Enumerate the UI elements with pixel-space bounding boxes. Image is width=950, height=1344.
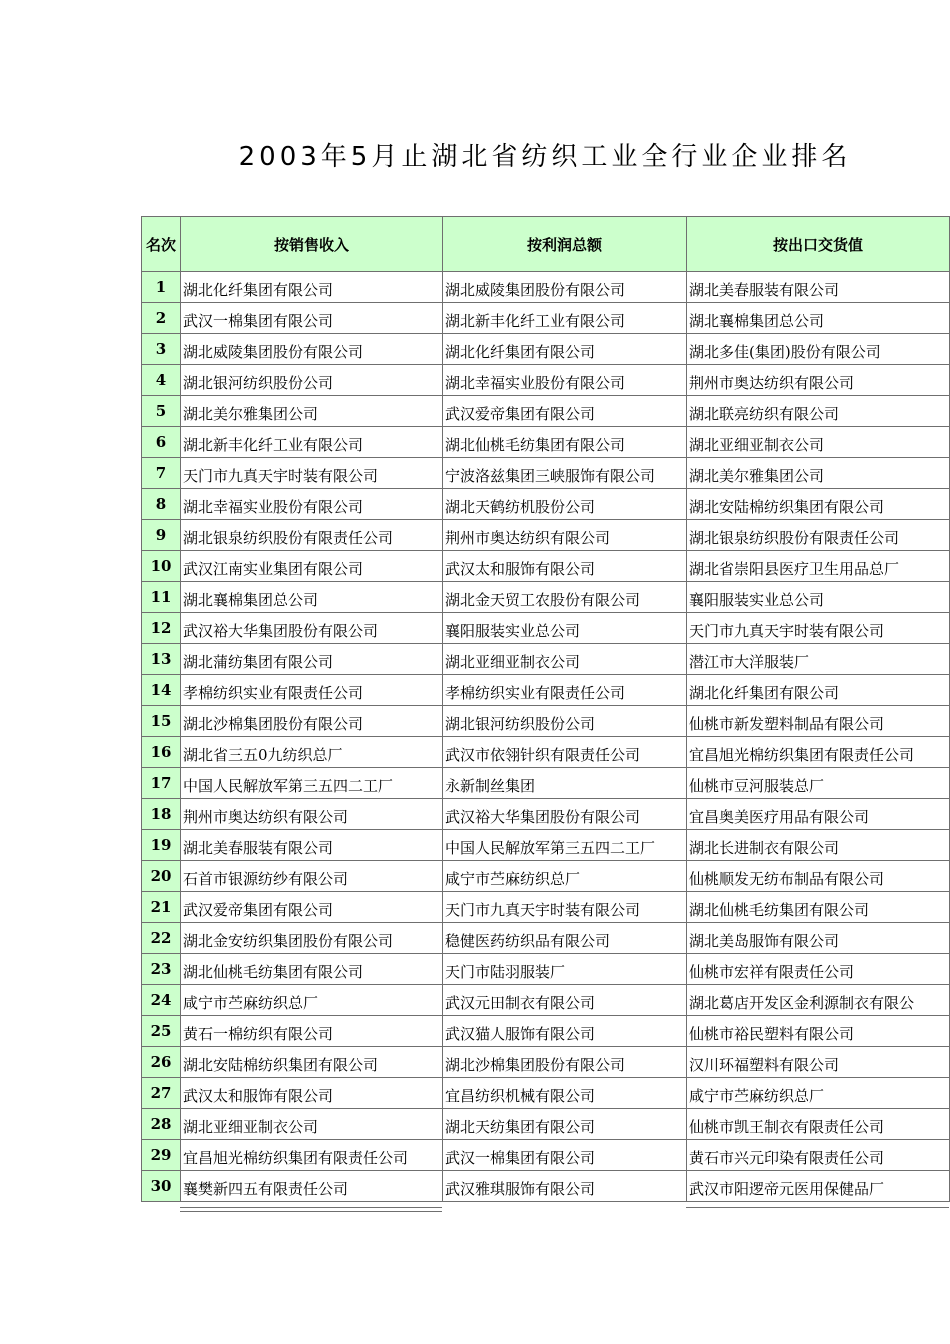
- profit-company-cell: 武汉猫人服饰有限公司: [443, 1016, 687, 1047]
- export-company-cell: 仙桃市豆河服装总厂: [687, 768, 950, 799]
- sales-company-cell: 武汉爱帝集团有限公司: [181, 892, 443, 923]
- double-underline-sales: [180, 1207, 442, 1212]
- table-row: [142, 706, 950, 737]
- profit-company-cell: 湖北天纺集团有限公司: [443, 1109, 687, 1140]
- sales-company-cell: 湖北银河纺织股份公司: [181, 365, 443, 396]
- table-row: [142, 365, 950, 396]
- export-company-cell: 湖北葛店开发区金利源制衣有限公: [687, 985, 950, 1016]
- rank-number: 1: [142, 272, 181, 303]
- sales-company-cell: 天门市九真天宇时装有限公司: [181, 458, 443, 489]
- profit-company-cell: 湖北天鹤纺机股份公司: [443, 489, 687, 520]
- table-row: [142, 489, 950, 520]
- export-company-cell: 潜江市大洋服装厂: [687, 644, 950, 675]
- rank-number: 13: [142, 644, 181, 675]
- sales-company-cell: 湖北襄棉集团总公司: [181, 582, 443, 613]
- profit-company-cell: 湖北威陵集团股份有限公司: [443, 272, 687, 303]
- export-company-cell: 仙桃市新发塑料制品有限公司: [687, 706, 950, 737]
- table-row: [142, 644, 950, 675]
- table-row: [142, 892, 950, 923]
- sales-company-cell: 湖北仙桃毛纺集团有限公司: [181, 954, 443, 985]
- export-company-cell: 湖北银泉纺织股份有限责任公司: [687, 520, 950, 551]
- rank-number: 29: [142, 1140, 181, 1171]
- sales-company-cell: 湖北沙棉集团股份有限公司: [181, 706, 443, 737]
- header-by-sales: 按销售收入: [181, 217, 443, 272]
- table-row: [142, 1047, 950, 1078]
- profit-company-cell: 湖北化纤集团有限公司: [443, 334, 687, 365]
- export-company-cell: 咸宁市苎麻纺织总厂: [687, 1078, 950, 1109]
- sales-company-cell: 咸宁市苎麻纺织总厂: [181, 985, 443, 1016]
- rank-number: 27: [142, 1078, 181, 1109]
- sales-company-cell: 武汉江南实业集团有限公司: [181, 551, 443, 582]
- sales-company-cell: 湖北威陵集团股份有限公司: [181, 334, 443, 365]
- rank-number: 21: [142, 892, 181, 923]
- sales-company-cell: 湖北蒲纺集团有限公司: [181, 644, 443, 675]
- profit-company-cell: 武汉元田制衣有限公司: [443, 985, 687, 1016]
- rank-number: 25: [142, 1016, 181, 1047]
- profit-company-cell: 稳健医药纺织品有限公司: [443, 923, 687, 954]
- table-row: [142, 985, 950, 1016]
- profit-company-cell: 襄阳服装实业总公司: [443, 613, 687, 644]
- profit-company-cell: 湖北亚细亚制衣公司: [443, 644, 687, 675]
- export-company-cell: 宜昌奥美医疗用品有限公司: [687, 799, 950, 830]
- sales-company-cell: 武汉裕大华集团股份有限公司: [181, 613, 443, 644]
- export-company-cell: 黄石市兴元印染有限责任公司: [687, 1140, 950, 1171]
- export-company-cell: 仙桃市凯王制衣有限责任公司: [687, 1109, 950, 1140]
- sales-company-cell: 石首市银源纺纱有限公司: [181, 861, 443, 892]
- profit-company-cell: 荆州市奥达纺织有限公司: [443, 520, 687, 551]
- profit-company-cell: 天门市陆羽服装厂: [443, 954, 687, 985]
- table-row: [142, 396, 950, 427]
- export-company-cell: 湖北安陆棉纺织集团有限公司: [687, 489, 950, 520]
- rank-number: 17: [142, 768, 181, 799]
- sales-company-cell: 湖北银泉纺织股份有限责任公司: [181, 520, 443, 551]
- export-company-cell: 湖北襄棉集团总公司: [687, 303, 950, 334]
- export-company-cell: 湖北长进制衣有限公司: [687, 830, 950, 861]
- table-row: [142, 427, 950, 458]
- table-row: [142, 1078, 950, 1109]
- profit-company-cell: 武汉爱帝集团有限公司: [443, 396, 687, 427]
- sales-company-cell: 湖北亚细亚制衣公司: [181, 1109, 443, 1140]
- table-row: [142, 1140, 950, 1171]
- sales-company-cell: 中国人民解放军第三五四二工厂: [181, 768, 443, 799]
- sales-company-cell: 宜昌旭光棉纺织集团有限责任公司: [181, 1140, 443, 1171]
- export-company-cell: 湖北美岛服饰有限公司: [687, 923, 950, 954]
- rank-number: 9: [142, 520, 181, 551]
- profit-company-cell: 孝棉纺织实业有限责任公司: [443, 675, 687, 706]
- profit-company-cell: 永新制丝集团: [443, 768, 687, 799]
- sales-company-cell: 荆州市奥达纺织有限公司: [181, 799, 443, 830]
- sales-company-cell: 湖北美尔雅集团公司: [181, 396, 443, 427]
- rank-number: 6: [142, 427, 181, 458]
- rank-number: 28: [142, 1109, 181, 1140]
- export-company-cell: 湖北化纤集团有限公司: [687, 675, 950, 706]
- profit-company-cell: 武汉雅琪服饰有限公司: [443, 1171, 687, 1202]
- header-by-profit: 按利润总额: [443, 217, 687, 272]
- profit-company-cell: 武汉市依翎针织有限责任公司: [443, 737, 687, 768]
- table-row: [142, 303, 950, 334]
- profit-company-cell: 武汉一棉集团有限公司: [443, 1140, 687, 1171]
- rank-number: 4: [142, 365, 181, 396]
- rank-number: 18: [142, 799, 181, 830]
- export-company-cell: 襄阳服装实业总公司: [687, 582, 950, 613]
- table-row: [142, 458, 950, 489]
- table-row: [142, 768, 950, 799]
- export-company-cell: 湖北亚细亚制衣公司: [687, 427, 950, 458]
- profit-company-cell: 武汉裕大华集团股份有限公司: [443, 799, 687, 830]
- profit-company-cell: 湖北沙棉集团股份有限公司: [443, 1047, 687, 1078]
- sales-company-cell: 湖北金安纺织集团股份有限公司: [181, 923, 443, 954]
- table-row: [142, 675, 950, 706]
- rank-number: 11: [142, 582, 181, 613]
- export-company-cell: 荆州市奥达纺织有限公司: [687, 365, 950, 396]
- sales-company-cell: 湖北省三五0九纺织总厂: [181, 737, 443, 768]
- profit-company-cell: 湖北金天贸工农股份有限公司: [443, 582, 687, 613]
- export-company-cell: 仙桃顺发无纺布制品有限公司: [687, 861, 950, 892]
- sales-company-cell: 孝棉纺织实业有限责任公司: [181, 675, 443, 706]
- export-company-cell: 宜昌旭光棉纺织集团有限责任公司: [687, 737, 950, 768]
- export-company-cell: 天门市九真天宇时装有限公司: [687, 613, 950, 644]
- table-row: [142, 334, 950, 365]
- rank-number: 30: [142, 1171, 181, 1202]
- table-row: [142, 582, 950, 613]
- rank-number: 2: [142, 303, 181, 334]
- table-row: [142, 799, 950, 830]
- profit-company-cell: 中国人民解放军第三五四二工厂: [443, 830, 687, 861]
- rank-number: 19: [142, 830, 181, 861]
- table-body: [142, 272, 950, 1202]
- export-company-cell: 汉川环福塑料有限公司: [687, 1047, 950, 1078]
- export-company-cell: 湖北联亮纺织有限公司: [687, 396, 950, 427]
- sales-company-cell: 湖北化纤集团有限公司: [181, 272, 443, 303]
- underline-export: [686, 1207, 949, 1208]
- table-header-row: [142, 217, 950, 272]
- rank-number: 5: [142, 396, 181, 427]
- profit-company-cell: 湖北幸福实业股份有限公司: [443, 365, 687, 396]
- profit-company-cell: 宁波洛兹集团三峡服饰有限公司: [443, 458, 687, 489]
- ranking-table: [141, 216, 950, 1202]
- header-rank: 名次: [142, 217, 181, 272]
- profit-company-cell: 湖北银河纺织股份公司: [443, 706, 687, 737]
- profit-company-cell: 宜昌纺织机械有限公司: [443, 1078, 687, 1109]
- rank-number: 12: [142, 613, 181, 644]
- sales-company-cell: 湖北安陆棉纺织集团有限公司: [181, 1047, 443, 1078]
- rank-number: 16: [142, 737, 181, 768]
- export-company-cell: 湖北省崇阳县医疗卫生用品总厂: [687, 551, 950, 582]
- table-row: [142, 1016, 950, 1047]
- table-row: [142, 520, 950, 551]
- rank-number: 22: [142, 923, 181, 954]
- header-by-export: 按出口交货值: [687, 217, 950, 272]
- profit-company-cell: 天门市九真天宇时装有限公司: [443, 892, 687, 923]
- sales-company-cell: 湖北幸福实业股份有限公司: [181, 489, 443, 520]
- rank-number: 8: [142, 489, 181, 520]
- profit-company-cell: 湖北仙桃毛纺集团有限公司: [443, 427, 687, 458]
- export-company-cell: 湖北仙桃毛纺集团有限公司: [687, 892, 950, 923]
- export-company-cell: 仙桃市宏祥有限责任公司: [687, 954, 950, 985]
- profit-company-cell: 咸宁市苎麻纺织总厂: [443, 861, 687, 892]
- rank-number: 20: [142, 861, 181, 892]
- export-company-cell: 武汉市阳逻帝元医用保健品厂: [687, 1171, 950, 1202]
- profit-company-cell: 武汉太和服饰有限公司: [443, 551, 687, 582]
- sales-company-cell: 武汉太和服饰有限公司: [181, 1078, 443, 1109]
- table-row: [142, 1171, 950, 1202]
- sales-company-cell: 湖北美春服装有限公司: [181, 830, 443, 861]
- rank-number: 26: [142, 1047, 181, 1078]
- table-row: [142, 830, 950, 861]
- table-row: [142, 613, 950, 644]
- table-row: [142, 551, 950, 582]
- table-row: [142, 861, 950, 892]
- page-title: 2003年5月止湖北省纺织工业全行业企业排名: [238, 142, 852, 172]
- table-row: [142, 954, 950, 985]
- profit-company-cell: 湖北新丰化纤工业有限公司: [443, 303, 687, 334]
- export-company-cell: 仙桃市裕民塑料有限公司: [687, 1016, 950, 1047]
- table-row: [142, 1109, 950, 1140]
- export-company-cell: 湖北美春服装有限公司: [687, 272, 950, 303]
- sales-company-cell: 黄石一棉纺织有限公司: [181, 1016, 443, 1047]
- sales-company-cell: 湖北新丰化纤工业有限公司: [181, 427, 443, 458]
- rank-number: 14: [142, 675, 181, 706]
- rank-number: 7: [142, 458, 181, 489]
- sales-company-cell: 襄樊新四五有限责任公司: [181, 1171, 443, 1202]
- export-company-cell: 湖北多佳(集团)股份有限公司: [687, 334, 950, 365]
- rank-number: 23: [142, 954, 181, 985]
- rank-number: 15: [142, 706, 181, 737]
- table-row: [142, 272, 950, 303]
- table-row: [142, 737, 950, 768]
- rank-number: 24: [142, 985, 181, 1016]
- sales-company-cell: 武汉一棉集团有限公司: [181, 303, 443, 334]
- rank-number: 3: [142, 334, 181, 365]
- export-company-cell: 湖北美尔雅集团公司: [687, 458, 950, 489]
- rank-number: 10: [142, 551, 181, 582]
- table-row: [142, 923, 950, 954]
